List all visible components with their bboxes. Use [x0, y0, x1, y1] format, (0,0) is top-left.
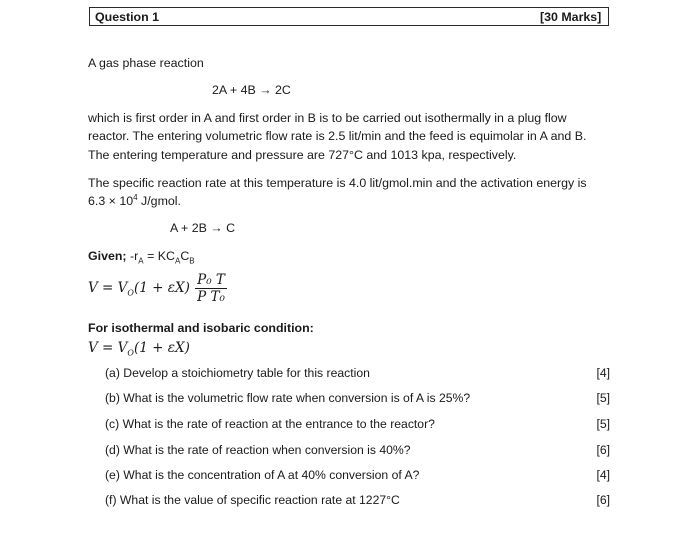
activation-energy-value: 6.3 × 10	[88, 194, 134, 208]
activation-energy-exponent: 4	[133, 192, 138, 202]
paragraph-2-line-2	[88, 191, 181, 211]
given-rate-law: Given; $-r_A = KC_AC_B$	[88, 249, 195, 266]
isothermal-heading: For isothermal and isobaric condition:	[88, 321, 314, 335]
question-part-b-marks: [5]	[596, 391, 610, 405]
reaction-equation-1: 2A + 4B → 2C	[212, 83, 291, 97]
question-part-b: (b) What is the volumetric flow rate when conversion is of A is 25%?	[105, 391, 471, 405]
question-header-box	[89, 7, 609, 26]
question-part-d-marks: [6]	[596, 443, 610, 457]
question-part-a-marks: [4]	[596, 366, 610, 380]
intro-text: A gas phase reaction	[88, 56, 204, 70]
paragraph-2-line-1: The specific reaction rate at this temperature is 4.0 lit/gmol.min and the activation energy is	[88, 176, 587, 190]
question-part-d: (d) What is the rate of reaction when conversion is 40%?	[105, 443, 411, 457]
isothermal-equation: $V = V_O(1 + \varepsilon X)$	[88, 340, 190, 358]
question-marks: [30 Marks]	[540, 10, 602, 24]
question-part-a: (a) Develop a stoichiometry table for this reaction	[105, 366, 370, 380]
question-part-e-marks: [4]	[596, 468, 610, 482]
pressure-temperature-fraction	[195, 272, 227, 305]
paragraph-1-line-2: reactor. The entering volumetric flow rate is 2.5 lit/min and the feed is equimolar in A and B.	[88, 129, 587, 143]
question-part-c: (c) What is the rate of reaction at the entrance to the reactor?	[105, 417, 435, 431]
question-part-e: (e) What is the concentration of A at 40% conversion of A?	[105, 468, 420, 482]
paragraph-1-line-3: The entering temperature and pressure are 727°C and 1013 kpa, respectively.	[88, 148, 517, 162]
question-part-c-marks: [5]	[596, 417, 610, 431]
activation-energy-unit: J/gmol.	[137, 194, 181, 208]
volumetric-flow-equation: $V = V_O(1 + \varepsilon X)$ $\frac{\text{P₀ T}}{\text{P T₀}}$	[88, 272, 225, 305]
reaction-equation-2: A + 2B → C	[170, 221, 236, 235]
paragraph-1-line-1: which is first order in A and first order in B is to be carried out isothermally in a plug flow	[88, 111, 567, 125]
given-label: Given;	[88, 249, 127, 263]
question-part-f-marks: [6]	[596, 493, 610, 507]
fraction-numerator: P₀ T	[197, 272, 225, 288]
fraction-denominator: P T₀	[197, 289, 225, 305]
question-part-f: (f) What is the value of specific reaction rate at 1227°C	[105, 493, 400, 507]
question-title: Question 1	[95, 10, 160, 24]
